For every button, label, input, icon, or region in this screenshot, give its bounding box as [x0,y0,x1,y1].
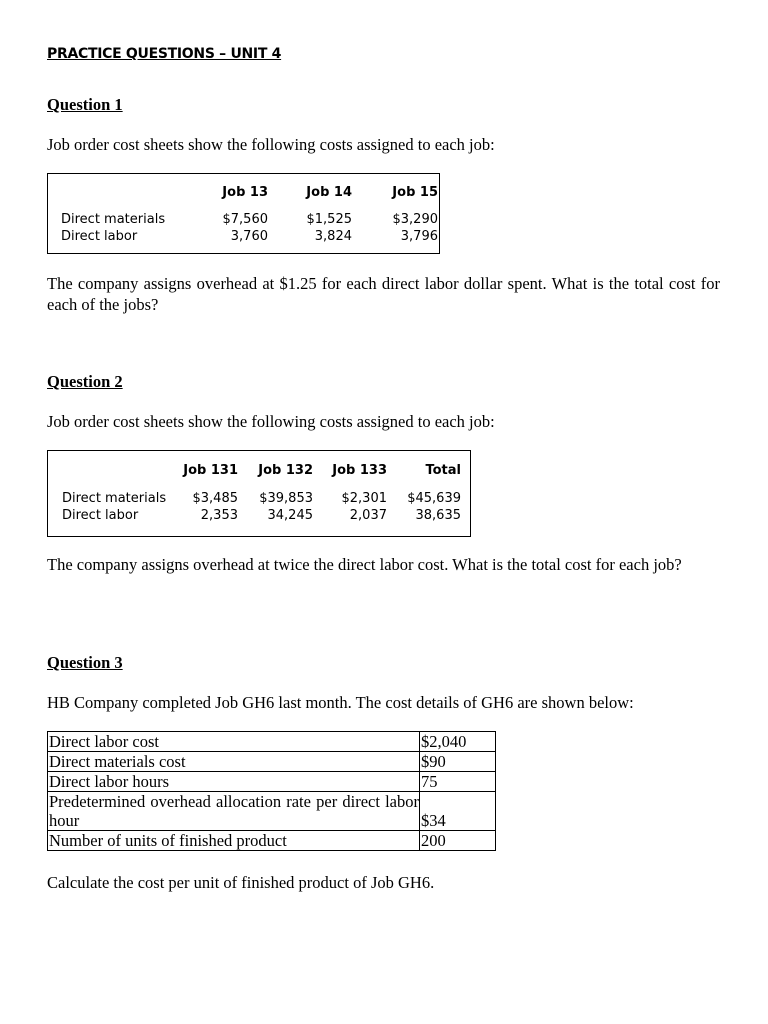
page-title: PRACTICE QUESTIONS – UNIT 4 [47,46,282,62]
cell-value: $1,525 [306,212,352,227]
question-3-intro: HB Company completed Job GH6 last month. The cost details of GH6 are shown below: [47,693,634,712]
question-2-table [47,450,471,537]
cell-value: 75 [420,772,496,792]
q1-col-header: Job 14 [306,185,352,200]
q2-col-header: Job 133 [332,463,387,478]
q1-col-header: Job 13 [222,185,268,200]
table-row [62,507,461,524]
row-label: Number of units of finished product [48,831,420,851]
table-row [48,772,496,792]
q2-col-header: Total [425,463,461,478]
row-label: Direct materials [62,491,167,506]
cell-value: $3,290 [392,212,438,227]
table-row [61,228,438,245]
row-label: Predetermined overhead allocation rate per direct labor hour [49,792,419,830]
cell-value: 2,037 [349,508,387,523]
question-2-intro: Job order cost sheets show the following costs assigned to each job: [47,412,495,431]
cell-value: 34,245 [267,508,313,523]
question-3-table [47,731,496,851]
q1-col-header: Job 15 [392,185,438,200]
row-label: Direct materials [61,212,166,227]
cell-value: $2,301 [341,491,387,506]
cell-value: 38,635 [415,508,461,523]
cell-value: 200 [420,831,496,851]
table-row [61,211,438,228]
cell-value: $7,560 [222,212,268,227]
table-row [48,831,496,851]
cell-value: $45,639 [407,491,461,506]
question-2-heading: Question 2 [47,372,123,391]
cell-value: 2,353 [200,508,238,523]
question-1-heading: Question 1 [47,95,123,114]
question-1-prompt: The company assigns overhead at $1.25 for each direct labor dollar spent. What is the total cost for each of the jobs? [47,274,720,314]
cell-value: 3,824 [314,229,352,244]
cell-value: 3,796 [400,229,438,244]
question-3-prompt: Calculate the cost per unit of finished product of Job GH6. [47,873,435,892]
cell-value: $3,485 [192,491,238,506]
question-1-table [47,173,440,254]
question-2-prompt: The company assigns overhead at twice the direct labor cost. What is the total cost for each job? [47,555,682,574]
cell-value: $39,853 [259,491,313,506]
table-row [48,792,496,831]
table-row [48,752,496,772]
question-3-heading: Question 3 [47,653,123,672]
cell-value: 3,760 [230,229,268,244]
row-label: Direct labor [62,508,139,523]
row-label: Direct materials cost [48,752,420,772]
table-row [48,732,496,752]
q2-col-header: Job 131 [183,463,238,478]
row-label: Direct labor cost [48,732,420,752]
cell-value: $34 [420,792,496,831]
row-label: Direct labor [61,229,138,244]
cell-value: $90 [420,752,496,772]
question-1-intro: Job order cost sheets show the following costs assigned to each job: [47,135,495,154]
row-label: Direct labor hours [48,772,420,792]
cell-value: $2,040 [420,732,496,752]
q2-col-header: Job 132 [258,463,313,478]
table-row [62,490,461,507]
